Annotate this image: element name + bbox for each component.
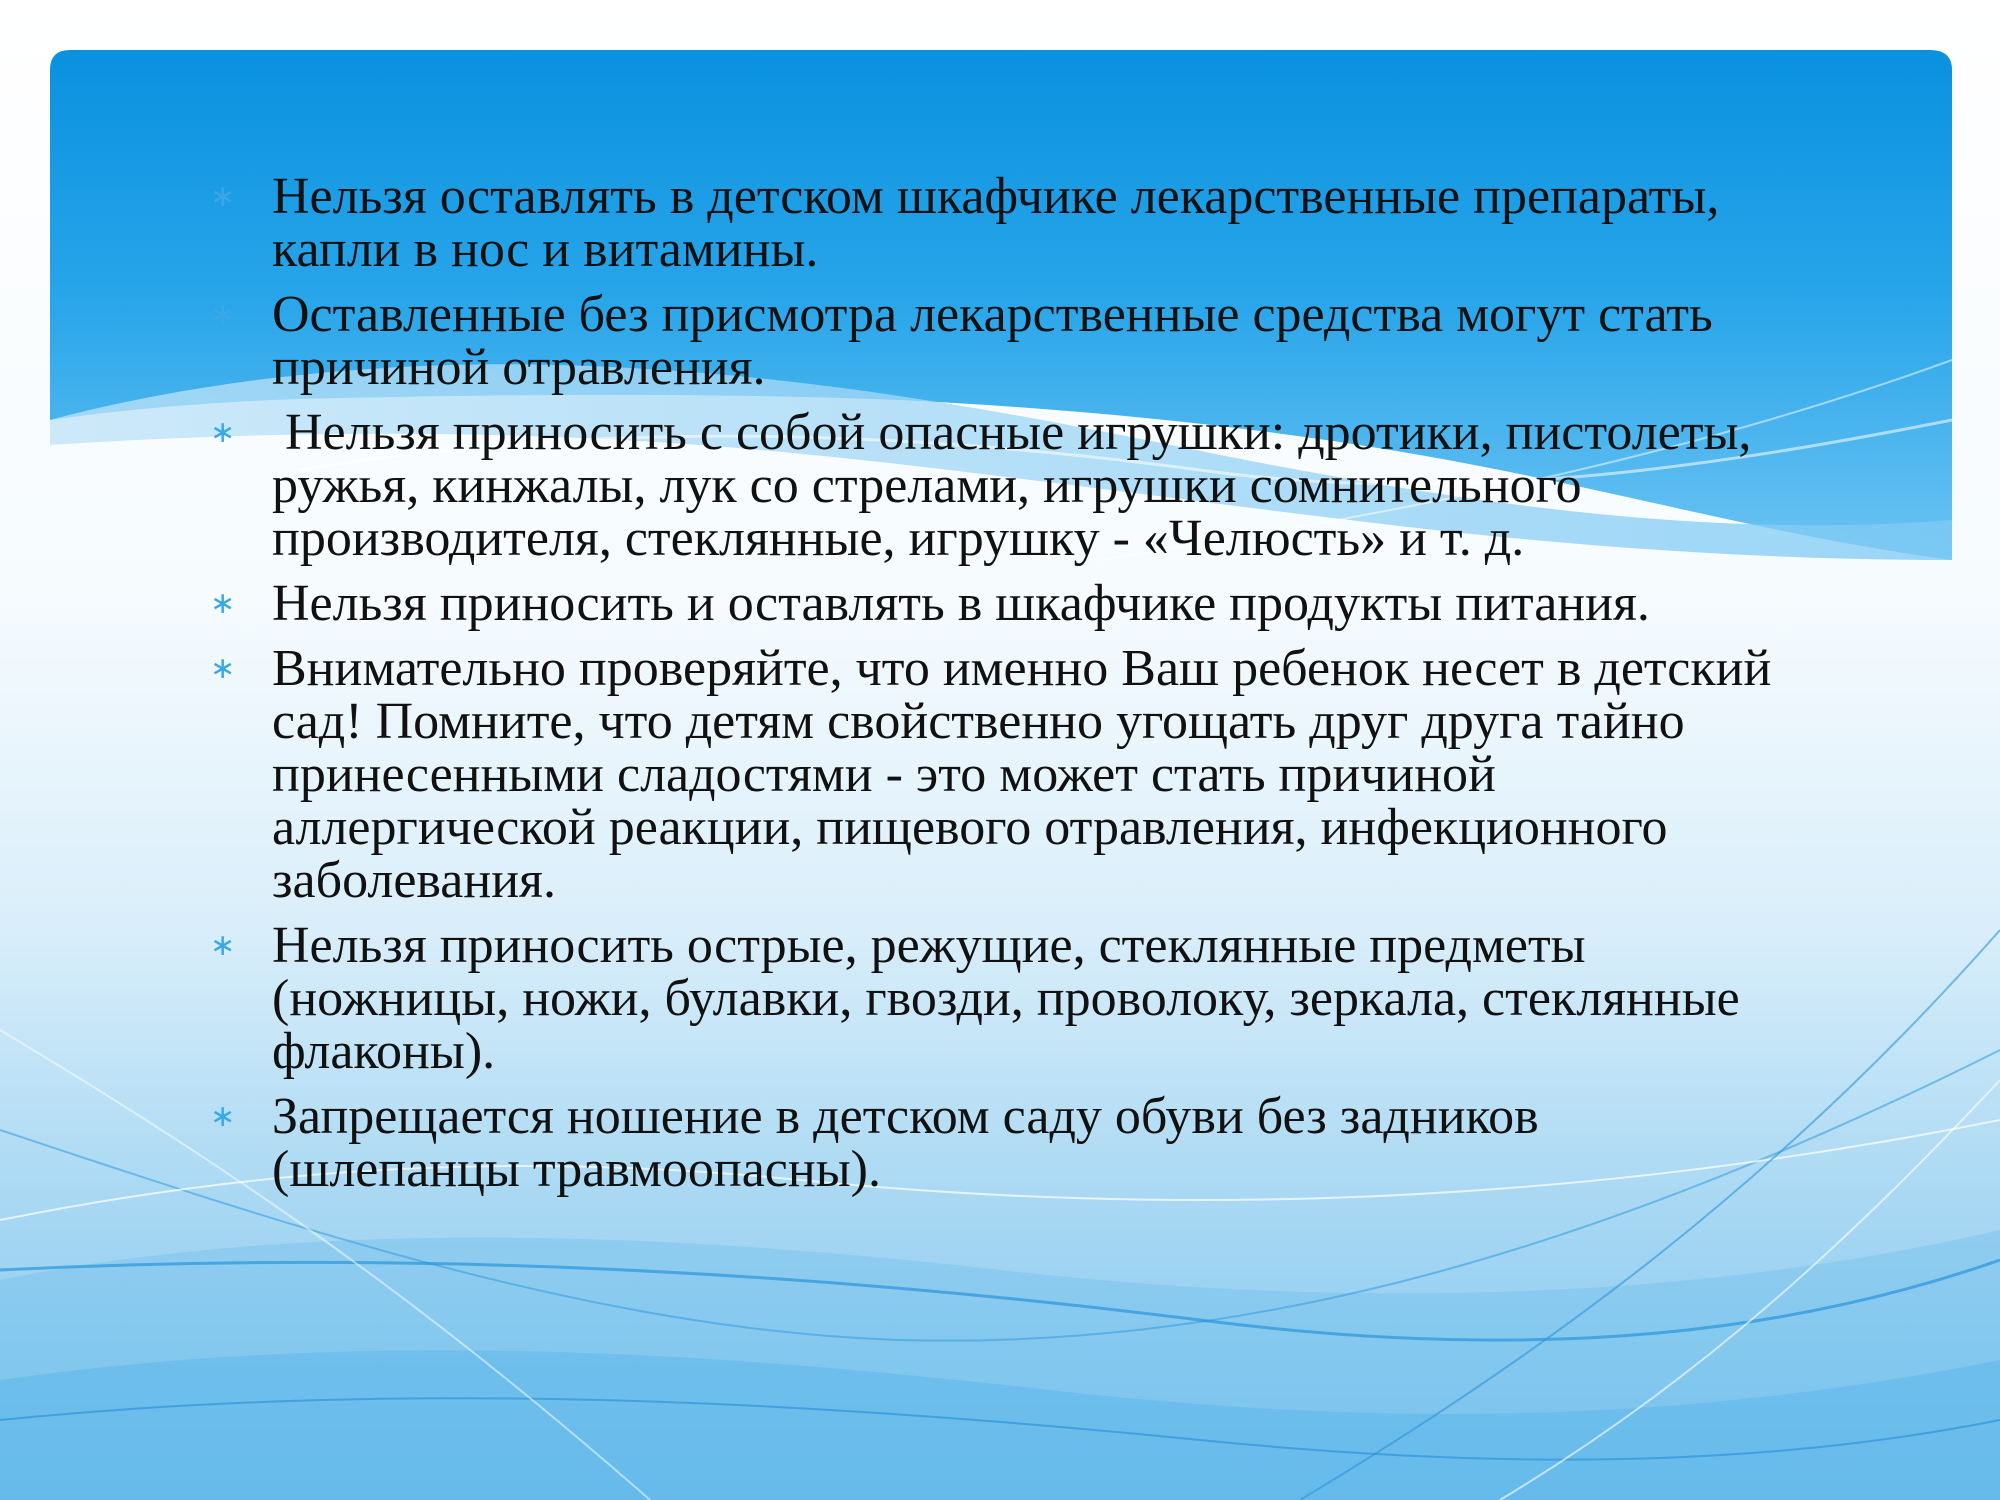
- list-item-text: Нельзя приносить с собой опасные игрушки: дротики, пистолеты, ружья, кинжалы, лук со стрелами, игрушки сомнительного производителя, стеклянные, игрушку - «Челюсть» и т. д.: [272, 404, 1765, 567]
- list-item: [200, 919, 1780, 1078]
- list-item-text: Нельзя приносить и оставлять в шкафчике продукты питания.: [272, 575, 1650, 632]
- list-item-text: Нельзя приносить острые, режущие, стеклянные предметы (ножницы, ножи, булавки, гвозди, проволоку, зеркала, стеклянные флаконы).: [272, 917, 1740, 1080]
- bullet-marker-icon: ∗: [210, 415, 236, 450]
- list-item-text: Запрещается ношение в детском саду обуви без задников (шлепанцы травмоопасны).: [272, 1088, 1539, 1198]
- list-item-text: Внимательно проверяйте, что именно Ваш ребенок несет в детский сад! Помните, что детям свойственно угощать друг друга тайно принесенными сладостями - это может стать причиной аллергической реакции, пищевого отравления, инфекционного заболевания.: [272, 640, 1772, 909]
- list-item: [200, 642, 1780, 907]
- bullet-marker-icon: ∗: [210, 928, 236, 963]
- list-item: [200, 170, 1780, 276]
- bullet-marker-icon: ∗: [210, 586, 236, 621]
- list-item: [200, 406, 1780, 565]
- list-item-text: Нельзя оставлять в детском шкафчике лекарственные препараты, капли в нос и витамины.: [272, 168, 1720, 278]
- list-item: [200, 577, 1780, 630]
- bullet-marker-icon: ∗: [210, 1099, 236, 1134]
- bullet-list: [200, 170, 1780, 1208]
- bullet-marker-icon: ∗: [210, 651, 236, 686]
- list-item-text: Оставленные без присмотра лекарственные средства могут стать причиной отравления.: [272, 286, 1713, 396]
- list-item: [200, 1090, 1780, 1196]
- list-item: [200, 288, 1780, 394]
- bullet-marker-icon: ∗: [210, 297, 236, 332]
- bullet-marker-icon: ∗: [210, 179, 236, 214]
